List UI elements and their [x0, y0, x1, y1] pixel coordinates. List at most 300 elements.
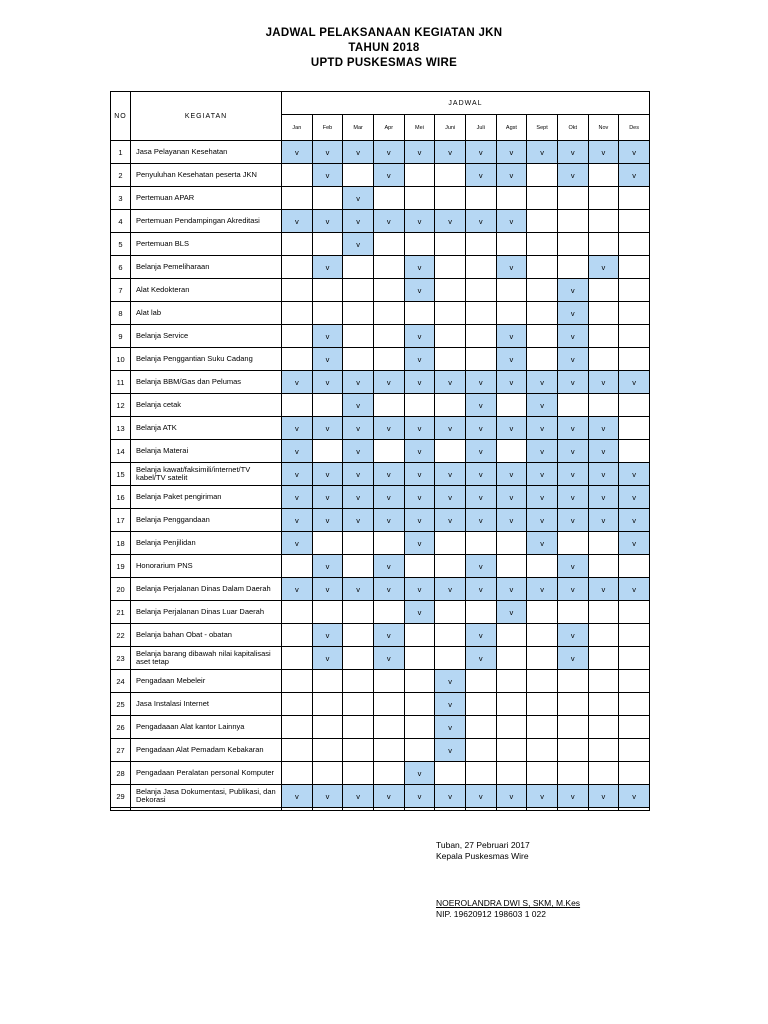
- schedule-empty-cell: [527, 739, 558, 762]
- schedule-empty-cell: [435, 532, 466, 555]
- schedule-empty-cell: [435, 555, 466, 578]
- schedule-empty-cell: [588, 325, 619, 348]
- row-number: 6: [111, 256, 131, 279]
- row-number: 29: [111, 785, 131, 808]
- schedule-mark-cell: v: [312, 141, 343, 164]
- schedule-mark-cell: v: [312, 463, 343, 486]
- schedule-empty-cell: [465, 325, 496, 348]
- schedule-empty-cell: [619, 256, 650, 279]
- schedule-empty-cell: [373, 233, 404, 256]
- schedule-mark-cell: v: [343, 394, 374, 417]
- schedule-empty-cell: [343, 256, 374, 279]
- month-header: Sept: [527, 115, 558, 141]
- schedule-mark-cell: v: [557, 440, 588, 463]
- schedule-empty-cell: [557, 394, 588, 417]
- schedule-empty-cell: [282, 624, 313, 647]
- schedule-mark-cell: v: [557, 371, 588, 394]
- table-row: [111, 279, 650, 302]
- schedule-empty-cell: [343, 670, 374, 693]
- schedule-mark-cell: v: [435, 716, 466, 739]
- schedule-mark-cell: v: [557, 486, 588, 509]
- schedule-empty-cell: [404, 716, 435, 739]
- row-kegiatan: Belanja Penjilidan: [131, 532, 282, 555]
- schedule-mark-cell: v: [312, 371, 343, 394]
- schedule-table: [110, 91, 650, 811]
- month-header: Juli: [465, 115, 496, 141]
- row-number: 20: [111, 578, 131, 601]
- schedule-empty-cell: [557, 210, 588, 233]
- schedule-empty-cell: [312, 693, 343, 716]
- schedule-mark-cell: v: [404, 371, 435, 394]
- month-header: Okt: [557, 115, 588, 141]
- schedule-empty-cell: [373, 187, 404, 210]
- schedule-mark-cell: v: [404, 532, 435, 555]
- schedule-empty-cell: [588, 601, 619, 624]
- schedule-empty-cell: [343, 164, 374, 187]
- month-header: Nov: [588, 115, 619, 141]
- schedule-empty-cell: [373, 325, 404, 348]
- table-end-cell: [557, 808, 588, 811]
- schedule-empty-cell: [435, 164, 466, 187]
- schedule-mark-cell: v: [588, 417, 619, 440]
- schedule-empty-cell: [282, 348, 313, 371]
- schedule-empty-cell: [312, 670, 343, 693]
- schedule-mark-cell: v: [465, 578, 496, 601]
- row-number: 14: [111, 440, 131, 463]
- schedule-empty-cell: [282, 325, 313, 348]
- schedule-empty-cell: [373, 762, 404, 785]
- schedule-mark-cell: v: [619, 371, 650, 394]
- schedule-empty-cell: [373, 601, 404, 624]
- table-end-cell: [282, 808, 313, 811]
- schedule-empty-cell: [619, 348, 650, 371]
- schedule-empty-cell: [588, 302, 619, 325]
- schedule-mark-cell: v: [435, 463, 466, 486]
- schedule-mark-cell: v: [404, 440, 435, 463]
- schedule-empty-cell: [343, 279, 374, 302]
- row-number: 10: [111, 348, 131, 371]
- row-kegiatan: Penyuluhan Kesehatan peserta JKN: [131, 164, 282, 187]
- row-number: 7: [111, 279, 131, 302]
- schedule-empty-cell: [282, 716, 313, 739]
- schedule-mark-cell: v: [557, 417, 588, 440]
- schedule-mark-cell: v: [557, 578, 588, 601]
- schedule-mark-cell: v: [496, 417, 527, 440]
- schedule-mark-cell: v: [343, 486, 374, 509]
- table-row: [111, 141, 650, 164]
- schedule-mark-cell: v: [496, 486, 527, 509]
- schedule-mark-cell: v: [588, 141, 619, 164]
- schedule-empty-cell: [282, 601, 313, 624]
- schedule-empty-cell: [496, 716, 527, 739]
- schedule-empty-cell: [282, 647, 313, 670]
- schedule-mark-cell: v: [496, 141, 527, 164]
- schedule-empty-cell: [312, 601, 343, 624]
- schedule-empty-cell: [312, 302, 343, 325]
- schedule-empty-cell: [557, 716, 588, 739]
- schedule-mark-cell: v: [404, 325, 435, 348]
- schedule-mark-cell: v: [435, 486, 466, 509]
- schedule-empty-cell: [404, 164, 435, 187]
- schedule-empty-cell: [435, 233, 466, 256]
- table-row: [111, 555, 650, 578]
- schedule-empty-cell: [373, 716, 404, 739]
- row-number: 22: [111, 624, 131, 647]
- schedule-mark-cell: v: [312, 486, 343, 509]
- schedule-mark-cell: v: [557, 141, 588, 164]
- row-number: 8: [111, 302, 131, 325]
- schedule-empty-cell: [404, 394, 435, 417]
- schedule-empty-cell: [465, 670, 496, 693]
- row-number: 26: [111, 716, 131, 739]
- schedule-mark-cell: v: [373, 486, 404, 509]
- schedule-empty-cell: [282, 279, 313, 302]
- schedule-empty-cell: [282, 693, 313, 716]
- schedule-empty-cell: [435, 348, 466, 371]
- table-row: [111, 670, 650, 693]
- schedule-mark-cell: v: [312, 578, 343, 601]
- schedule-mark-cell: v: [343, 463, 374, 486]
- schedule-mark-cell: v: [312, 210, 343, 233]
- row-number: 16: [111, 486, 131, 509]
- schedule-empty-cell: [373, 532, 404, 555]
- schedule-empty-cell: [619, 670, 650, 693]
- schedule-mark-cell: v: [435, 739, 466, 762]
- schedule-empty-cell: [527, 647, 558, 670]
- schedule-mark-cell: v: [404, 762, 435, 785]
- schedule-mark-cell: v: [496, 256, 527, 279]
- schedule-empty-cell: [527, 348, 558, 371]
- schedule-empty-cell: [557, 670, 588, 693]
- table-row: [111, 624, 650, 647]
- schedule-empty-cell: [496, 233, 527, 256]
- table-row: [111, 256, 650, 279]
- schedule-mark-cell: v: [343, 233, 374, 256]
- table-row: [111, 486, 650, 509]
- schedule-mark-cell: v: [343, 785, 374, 808]
- schedule-mark-cell: v: [465, 141, 496, 164]
- row-kegiatan: Alat lab: [131, 302, 282, 325]
- schedule-mark-cell: v: [435, 417, 466, 440]
- schedule-empty-cell: [465, 233, 496, 256]
- schedule-empty-cell: [343, 348, 374, 371]
- schedule-mark-cell: v: [619, 532, 650, 555]
- table-end-cell: [496, 808, 527, 811]
- schedule-empty-cell: [465, 256, 496, 279]
- schedule-empty-cell: [557, 256, 588, 279]
- schedule-mark-cell: v: [465, 210, 496, 233]
- signature-block: [436, 840, 530, 862]
- schedule-mark-cell: v: [343, 509, 374, 532]
- schedule-mark-cell: v: [343, 371, 374, 394]
- signature-nip: NIP. 19620912 198603 1 022: [436, 909, 546, 919]
- row-kegiatan: Belanja Paket pengiriman: [131, 486, 282, 509]
- schedule-empty-cell: [527, 210, 558, 233]
- month-header: Des: [619, 115, 650, 141]
- schedule-mark-cell: v: [465, 509, 496, 532]
- schedule-mark-cell: v: [527, 371, 558, 394]
- table-end-cell: [111, 808, 131, 811]
- schedule-mark-cell: v: [496, 164, 527, 187]
- schedule-empty-cell: [312, 739, 343, 762]
- schedule-empty-cell: [527, 624, 558, 647]
- row-kegiatan: Pengadaan Alat Pemadam Kebakaran: [131, 739, 282, 762]
- schedule-mark-cell: v: [343, 417, 374, 440]
- schedule-empty-cell: [588, 348, 619, 371]
- schedule-mark-cell: v: [312, 164, 343, 187]
- schedule-empty-cell: [619, 762, 650, 785]
- schedule-empty-cell: [343, 762, 374, 785]
- schedule-mark-cell: v: [527, 141, 558, 164]
- schedule-mark-cell: v: [496, 325, 527, 348]
- schedule-empty-cell: [619, 555, 650, 578]
- schedule-empty-cell: [465, 279, 496, 302]
- schedule-empty-cell: [588, 693, 619, 716]
- schedule-mark-cell: v: [373, 141, 404, 164]
- schedule-empty-cell: [435, 647, 466, 670]
- schedule-empty-cell: [282, 394, 313, 417]
- schedule-empty-cell: [619, 601, 650, 624]
- schedule-empty-cell: [557, 762, 588, 785]
- schedule-mark-cell: v: [373, 578, 404, 601]
- schedule-mark-cell: v: [312, 555, 343, 578]
- schedule-empty-cell: [312, 440, 343, 463]
- schedule-empty-cell: [557, 233, 588, 256]
- schedule-mark-cell: v: [465, 486, 496, 509]
- row-number: 25: [111, 693, 131, 716]
- row-number: 11: [111, 371, 131, 394]
- table-end-cell: [131, 808, 282, 811]
- schedule-mark-cell: v: [496, 601, 527, 624]
- month-header: Jan: [282, 115, 313, 141]
- table-end-cell: [343, 808, 374, 811]
- row-kegiatan: Pertemuan BLS: [131, 233, 282, 256]
- schedule-empty-cell: [557, 739, 588, 762]
- schedule-empty-cell: [404, 693, 435, 716]
- schedule-mark-cell: v: [373, 417, 404, 440]
- table-row: [111, 532, 650, 555]
- schedule-mark-cell: v: [496, 509, 527, 532]
- schedule-mark-cell: v: [404, 417, 435, 440]
- schedule-mark-cell: v: [282, 417, 313, 440]
- schedule-empty-cell: [588, 647, 619, 670]
- table-end-cell: [619, 808, 650, 811]
- schedule-empty-cell: [527, 555, 558, 578]
- schedule-empty-cell: [557, 532, 588, 555]
- schedule-mark-cell: v: [343, 210, 374, 233]
- schedule-empty-cell: [435, 256, 466, 279]
- schedule-empty-cell: [343, 601, 374, 624]
- schedule-mark-cell: v: [619, 578, 650, 601]
- schedule-mark-cell: v: [312, 624, 343, 647]
- schedule-mark-cell: v: [588, 509, 619, 532]
- schedule-empty-cell: [496, 532, 527, 555]
- row-number: 9: [111, 325, 131, 348]
- schedule-empty-cell: [619, 417, 650, 440]
- schedule-empty-cell: [496, 647, 527, 670]
- schedule-empty-cell: [496, 279, 527, 302]
- schedule-mark-cell: v: [404, 785, 435, 808]
- schedule-mark-cell: v: [557, 555, 588, 578]
- schedule-empty-cell: [496, 739, 527, 762]
- table-row: [111, 394, 650, 417]
- schedule-mark-cell: v: [619, 486, 650, 509]
- schedule-empty-cell: [312, 187, 343, 210]
- schedule-mark-cell: v: [343, 440, 374, 463]
- schedule-empty-cell: [496, 555, 527, 578]
- row-kegiatan: Belanja barang dibawah nilai kapitalisasi aset tetap: [131, 647, 282, 670]
- table-row: [111, 210, 650, 233]
- schedule-mark-cell: v: [435, 578, 466, 601]
- row-kegiatan: Pertemuan Pendampingan Akreditasi: [131, 210, 282, 233]
- schedule-empty-cell: [282, 187, 313, 210]
- row-number: 27: [111, 739, 131, 762]
- schedule-mark-cell: v: [373, 647, 404, 670]
- schedule-mark-cell: v: [312, 647, 343, 670]
- schedule-mark-cell: v: [435, 210, 466, 233]
- schedule-mark-cell: v: [282, 785, 313, 808]
- row-kegiatan: Pengadaan Mebeleir: [131, 670, 282, 693]
- table-row: [111, 509, 650, 532]
- title-line-3: UPTD PUSKESMAS WIRE: [310, 57, 458, 69]
- schedule-mark-cell: v: [619, 463, 650, 486]
- table-row: [111, 164, 650, 187]
- schedule-empty-cell: [619, 693, 650, 716]
- schedule-mark-cell: v: [557, 624, 588, 647]
- month-header: Agst: [496, 115, 527, 141]
- schedule-empty-cell: [465, 348, 496, 371]
- table-end-cell: [404, 808, 435, 811]
- schedule-mark-cell: v: [527, 417, 558, 440]
- schedule-mark-cell: v: [435, 693, 466, 716]
- table-end-cell: [312, 808, 343, 811]
- schedule-mark-cell: v: [527, 463, 558, 486]
- row-number: 21: [111, 601, 131, 624]
- schedule-empty-cell: [619, 624, 650, 647]
- table-row: [111, 716, 650, 739]
- row-kegiatan: Pengadaaan Alat kantor Lainnya: [131, 716, 282, 739]
- schedule-mark-cell: v: [282, 463, 313, 486]
- schedule-empty-cell: [435, 394, 466, 417]
- schedule-mark-cell: v: [435, 371, 466, 394]
- schedule-empty-cell: [619, 440, 650, 463]
- schedule-empty-cell: [282, 739, 313, 762]
- schedule-empty-cell: [588, 532, 619, 555]
- schedule-empty-cell: [527, 762, 558, 785]
- schedule-empty-cell: [404, 670, 435, 693]
- schedule-empty-cell: [465, 739, 496, 762]
- schedule-empty-cell: [312, 762, 343, 785]
- schedule-empty-cell: [527, 693, 558, 716]
- schedule-empty-cell: [312, 279, 343, 302]
- schedule-empty-cell: [343, 325, 374, 348]
- schedule-empty-cell: [404, 555, 435, 578]
- schedule-mark-cell: v: [496, 348, 527, 371]
- signature-name: NOEROLANDRA DWI S, SKM, M.Kes: [436, 898, 581, 908]
- row-number: 15: [111, 463, 131, 486]
- row-kegiatan: Belanja bahan Obat - obatan: [131, 624, 282, 647]
- schedule-mark-cell: v: [465, 394, 496, 417]
- schedule-empty-cell: [435, 187, 466, 210]
- schedule-empty-cell: [496, 187, 527, 210]
- table-row: [111, 417, 650, 440]
- row-number: 4: [111, 210, 131, 233]
- schedule-empty-cell: [373, 348, 404, 371]
- schedule-empty-cell: [588, 555, 619, 578]
- schedule-empty-cell: [373, 670, 404, 693]
- schedule-mark-cell: v: [343, 578, 374, 601]
- schedule-mark-cell: v: [312, 785, 343, 808]
- schedule-empty-cell: [373, 302, 404, 325]
- row-kegiatan: Belanja Penggantian Suku Cadang: [131, 348, 282, 371]
- schedule-empty-cell: [465, 187, 496, 210]
- schedule-mark-cell: v: [465, 463, 496, 486]
- schedule-mark-cell: v: [496, 210, 527, 233]
- row-kegiatan: Belanja kawat/faksimili/internet/TV kabel/TV satelit: [131, 463, 282, 486]
- schedule-empty-cell: [465, 532, 496, 555]
- schedule-mark-cell: v: [465, 624, 496, 647]
- schedule-mark-cell: v: [282, 440, 313, 463]
- schedule-empty-cell: [282, 256, 313, 279]
- schedule-mark-cell: v: [465, 440, 496, 463]
- schedule-empty-cell: [465, 716, 496, 739]
- row-kegiatan: Belanja Pemeliharaan: [131, 256, 282, 279]
- schedule-mark-cell: v: [557, 463, 588, 486]
- table-row: [111, 578, 650, 601]
- schedule-mark-cell: v: [465, 647, 496, 670]
- schedule-empty-cell: [527, 233, 558, 256]
- schedule-empty-cell: [435, 440, 466, 463]
- schedule-empty-cell: [282, 302, 313, 325]
- schedule-empty-cell: [588, 624, 619, 647]
- schedule-mark-cell: v: [527, 394, 558, 417]
- row-number: 3: [111, 187, 131, 210]
- schedule-empty-cell: [588, 210, 619, 233]
- schedule-mark-cell: v: [527, 486, 558, 509]
- schedule-mark-cell: v: [588, 578, 619, 601]
- table-row: [111, 325, 650, 348]
- schedule-empty-cell: [282, 555, 313, 578]
- schedule-empty-cell: [312, 532, 343, 555]
- table-end-row: [111, 808, 650, 811]
- schedule-empty-cell: [404, 187, 435, 210]
- schedule-empty-cell: [588, 279, 619, 302]
- schedule-mark-cell: v: [312, 256, 343, 279]
- schedule-mark-cell: v: [282, 578, 313, 601]
- signature-position: Kepala Puskesmas Wire: [436, 851, 529, 861]
- schedule-mark-cell: v: [404, 141, 435, 164]
- schedule-mark-cell: v: [373, 210, 404, 233]
- schedule-empty-cell: [496, 670, 527, 693]
- schedule-empty-cell: [619, 210, 650, 233]
- schedule-mark-cell: v: [557, 785, 588, 808]
- schedule-empty-cell: [619, 302, 650, 325]
- schedule-empty-cell: [527, 601, 558, 624]
- schedule-mark-cell: v: [282, 532, 313, 555]
- schedule-mark-cell: v: [373, 555, 404, 578]
- schedule-empty-cell: [619, 394, 650, 417]
- schedule-empty-cell: [343, 555, 374, 578]
- month-header: Mei: [404, 115, 435, 141]
- schedule-empty-cell: [588, 164, 619, 187]
- signature-place-date: Tuban, 27 Pebruari 2017: [436, 840, 530, 850]
- table-row: [111, 233, 650, 256]
- table-header-row: [111, 92, 650, 115]
- schedule-mark-cell: v: [557, 348, 588, 371]
- row-number: 2: [111, 164, 131, 187]
- schedule-empty-cell: [343, 716, 374, 739]
- row-number: 12: [111, 394, 131, 417]
